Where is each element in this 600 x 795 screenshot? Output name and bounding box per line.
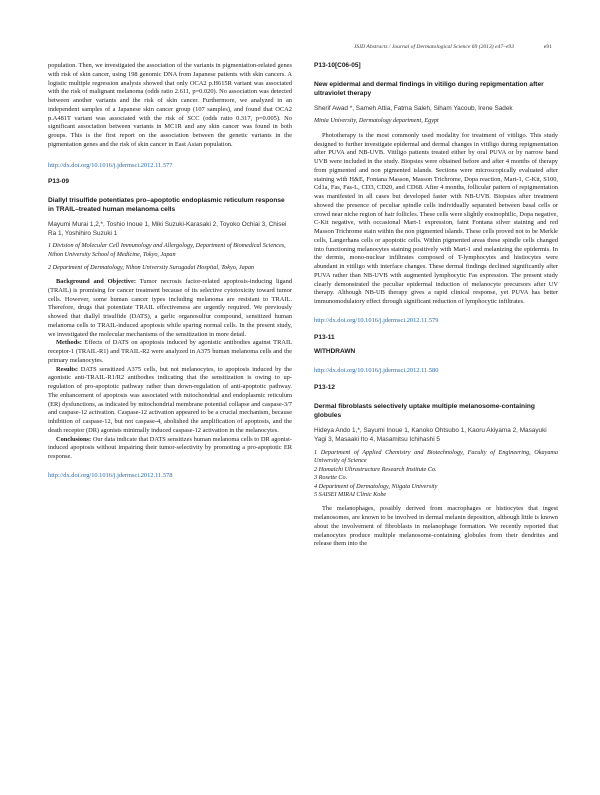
- doi-link[interactable]: http://dx.doi.org/10.1016/j.jdermsci.2012.11.577: [48, 161, 173, 169]
- conclusions-paragraph: [48, 436, 292, 462]
- abstract-title: Dermal fibroblasts selectively uptake multiple melanosome-containing globules: [314, 402, 535, 419]
- affiliation: 5 SAISEI MIRAI Clinic Kobe: [314, 490, 387, 498]
- abstract-code: P13-10[C06-05]: [314, 62, 361, 69]
- author-list: Hideya Ando 1,*, Sayumi Inoue 1, Kanoko Ohtsubo 1, Kaoru Akiyama 2, Masayuki Yagi 3, Masaaki Ito 4, Masamitsu Ichihashi 5: [314, 426, 547, 443]
- affiliation: 1 Division of Molecular Cell Immunology and Allergology, Department of Biomedical Sciences, Nihon University School of Medicine, Tokyo, Japan: [48, 242, 286, 258]
- page-number: e91: [543, 44, 552, 50]
- section-text: Tumor necrosis factor-related apoptosis-inducing ligand (TRAIL) is promising for cancer treatment because of its selective cytotoxicity toward tumor cells. However, some human cancer types including melanoma are resistant to TRAIL. Therefore, drugs that potentiate TRAIL effectiveness are urgently required. We previously showed that diallyl trisulfide (DATS), a garlic organosulfur compound, sensitized human melanoma cells to TRAIL-induced apoptosis while sparing normal cells. In the present study, we investigated the molecular mechanisms of the sensitization in more detail.: [48, 278, 293, 338]
- withdrawn-notice: WITHDRAWN: [314, 348, 356, 356]
- section-text: DATS sensitized A375 cells, but not melanocytes, to apoptosis induced by the agonistic anti-TRAIL-R1/R2 antibodies indicating that the sensitization is owing to up-regulation of pro-apoptotic pathway rather than down-regulation of anti-apoptotic pathway. The enhancement of apoptosis was associated with mitochondrial and endoplasmic reticulum (ER) dysfunctions, as indicated by mitochondrial membrane potential collapse and caspase-3/7 and caspase-12 activation. Caspase-12 activation appeared to be a crucial mechanism, because inhibition of caspase-12, but not caspase-4, abolished the amplification of apoptosis, and the death receptor (DR) agonists minimally induced caspase-12 activation in the melanocytes.: [48, 365, 292, 434]
- running-header: [48, 44, 552, 56]
- abstract-continuation: population. Then, we investigated the association of the variants in pigmentation-related genes with risk of skin cancer, using 198 genomic DNA from Japanese patients with skin cancers. A logistic multiple regression analysis showed that only OCA2 p.H615R variant was associated with the risk of malignant melanoma (odds ratio 2.611, p=0.020). No association was detected between another variants and the risk of skin cancer. Furthermore, we analyzed in an independent samples of a Japanese skin cancer group (107 samples), and found that OCA2 p.A481T variant was associated with the risk of SCC (odds ratio 0.317, p=0.005). No significant association between variants in MC1R and any skin cancer was found in both groups. This is the first report on the association between the genetic variants in the pigmentation genes and the risk of skin cancer in East Asian population.: [48, 62, 292, 148]
- abstract-body: Phototherapy is the most commonly used modality for treatment of vitiligo. This study designed to further investigate epidermal and dermal changes in vitiligo during repigmentation after PUVA and NB-UVB. Vitiligo patients treated either by oral PUVA or by narrow band UVB were included in the study. Biopsies were obtained before and after 4 months of therapy from pigmented and non pigmented islands. Sections were microscopically evaluated after staining with H&E, Fontana Masson, Masson Trichrome, Dopa reaction, Mart-1, C-Kit, S100, Cd1a, Fas, Fas-L, CD3, CD20, and CD68. After 4 months, follicular pattern of repigmentation was manifested in all cases but developed faster with NB-UVB. Biopsies after treatment showed the presence of peculiar spindle cells individually separated between basal cells or crowd near niche region of hair follicles. These cells were slightly eosinophilic, Dopa negative, C-Kit negative, with occasional Mart-1 expression, faint Fontana silver staining and red Masson Trichrome stain within the non pigmented islands. These cells proved not to be Merkle cells, Langerhans cells or apoptotic cells. Within pigmented areas these spindle cells changed into functioning melanocytes staining positively with Mart-1 and melanizing the epidermis. In the dermis, mono-nuclear infiltrates composed of T-lymphocytes and histiocytes were abundant in vitiligo with interface changes. These dermal findings declined significantly after PUVA rather than NB-UVB with augmented lymphocytic Fas expression. The present study clearly demonstrated the peculiar epidermal induction of melanocyte precursors after UV therapy. Although NB-UB therapy gives a rapid clinical response, yet PUVA has better immunomodulatory effect through significant reduction of lymphocytic infiltrates.: [314, 131, 558, 305]
- section-label: Methods:: [56, 339, 82, 347]
- doi-link[interactable]: http://dx.doi.org/10.1016/j.jdermsci.2012.11.579: [314, 316, 439, 324]
- section-label: Background and Objective:: [56, 278, 136, 286]
- affiliation: 4 Department of Dermatology, Niigata University: [314, 482, 438, 490]
- affiliation: Minia University, Dermatology department, Egypt: [314, 117, 439, 125]
- affiliation: 3 Rosette Co.: [314, 474, 348, 482]
- abstract-body: The melanophages, possibly derived from macrophages or histiocytes that ingest melanosomes, are known to be involved in dermal melanin deposition, although little is known about the involvement of fibroblasts in melanophage formation. We recently reported that melanocytes produce multiple melanosome-containing globules from their dendrites and release them into the: [314, 505, 558, 548]
- left-column: [48, 62, 292, 481]
- background-paragraph: [48, 278, 292, 339]
- methods-paragraph: [48, 339, 292, 365]
- section-text: Effects of DATS on apoptosis induced by agonistic antibodies against TRAIL receptor-1 (TRAIL-R1) and TRAIL-R2 were analyzed in A375 human melanoma cells and the primary melanocytes.: [48, 339, 292, 364]
- doi-link[interactable]: http://dx.doi.org/10.1016/j.jdermsci.2012.11.578: [48, 471, 173, 479]
- journal-citation: JSID Abstracts / Journal of Dermatological Science 69 (2013) e47–e93: [353, 44, 514, 50]
- section-label: Conclusions:: [56, 435, 92, 443]
- affiliation: 2 Department of Dermatology, Nihon University Surugadai Hospital, Tokyo, Japan: [48, 263, 255, 271]
- abstract-title: Diallyl trisulfide potentiates pro–apoptotic endoplasmic reticulum response in TRAIL–treated human melanoma cells: [48, 197, 285, 214]
- right-column: [314, 62, 558, 549]
- abstract-code: P13-09: [48, 178, 69, 186]
- results-paragraph: [48, 366, 292, 436]
- abstract-code: P13-11: [314, 333, 335, 341]
- section-label: Results:: [56, 365, 79, 373]
- section-text: Our data indicate that DATS sensitizes human melanoma cells to DR agonist-induced apoptosis without impairing their tumor-selectivity by promoting a pro-apoptotic ER response.: [48, 435, 292, 461]
- affiliation: 1 Department of Applied Chemistry and Biotechnology, Faculty of Engineering, Okayama University of Science: [314, 448, 558, 465]
- affiliation-list: [314, 449, 558, 499]
- abstract-code: P13-12: [314, 383, 335, 391]
- author-list: Sherif Awad *, Sameh Attia, Fatma Saleh, Siham Yacoub, Irene Sadek: [314, 105, 513, 113]
- abstract-title: New epidermal and dermal findings in vitiligo during repigmentation after ultraviolet therapy: [314, 80, 544, 97]
- affiliation: 2 Hamaichi Ultrastructure Research Institute Co.: [314, 465, 437, 473]
- doi-link[interactable]: http://dx.doi.org/10.1016/j.jdermsci.2012.11.580: [314, 367, 439, 374]
- author-list: Mayumi Murai 1,2,*, Toshio Inoue 1, Miki Suzuki-Karasaki 2, Toyoko Ochiai 3, Chisei Ra 1, Yoshihiro Suzuki 1: [48, 221, 287, 238]
